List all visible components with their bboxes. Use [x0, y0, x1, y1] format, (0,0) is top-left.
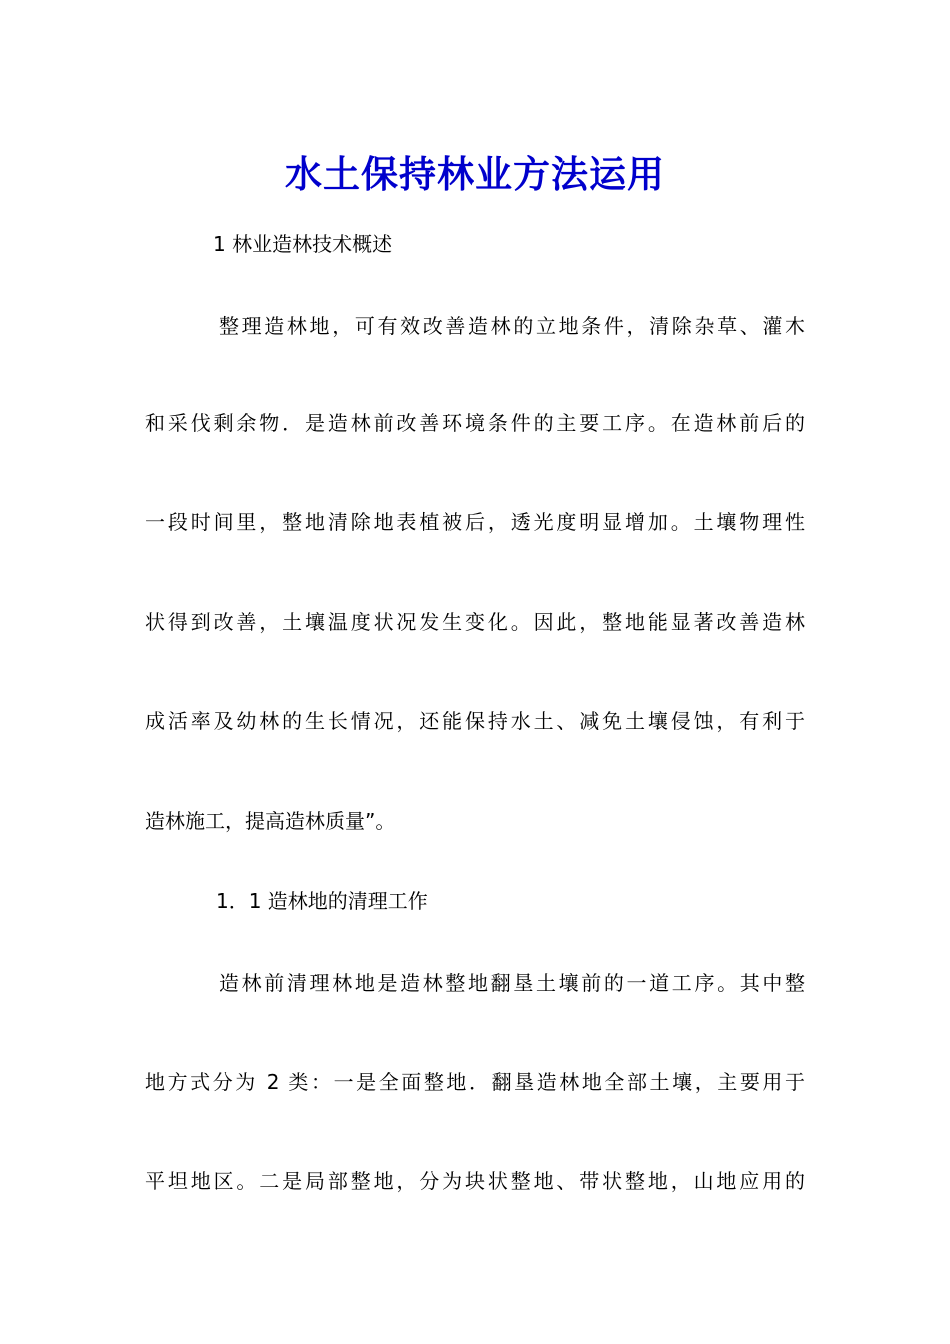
section-heading: 1．1 造林地的清理工作	[216, 889, 428, 913]
paragraph-line: 成活率及幼林的生长情况，还能保持水土、减免土壤侵蚀，有利于	[145, 709, 805, 733]
paragraph-line: 状得到改善，土壤温度状况发生变化。因此，整地能显著改善造林	[145, 610, 805, 634]
paragraph-line: 一段时间里，整地清除地表植被后，透光度明显增加。土壤物理性	[145, 510, 805, 534]
paragraph-line: 平坦地区。二是局部整地，分为块状整地、带状整地，山地应用的	[145, 1169, 805, 1193]
paragraph-line: 造林施工，提高造林质量”。	[145, 809, 396, 833]
paragraph-line: 整理造林地，可有效改善造林的立地条件，清除杂草、灌木	[219, 314, 805, 338]
paragraph-line: 地方式分为 2 类：一是全面整地．翻垦造林地全部土壤，主要用于	[145, 1070, 805, 1094]
paragraph-line: 和采伐剩余物．是造林前改善环境条件的主要工序。在造林前后的	[145, 411, 805, 435]
section-heading: 1 林业造林技术概述	[213, 232, 393, 256]
document-title: 水土保持林业方法运用	[285, 152, 665, 196]
paragraph-line: 造林前清理林地是造林整地翻垦土壤前的一道工序。其中整	[219, 971, 805, 995]
